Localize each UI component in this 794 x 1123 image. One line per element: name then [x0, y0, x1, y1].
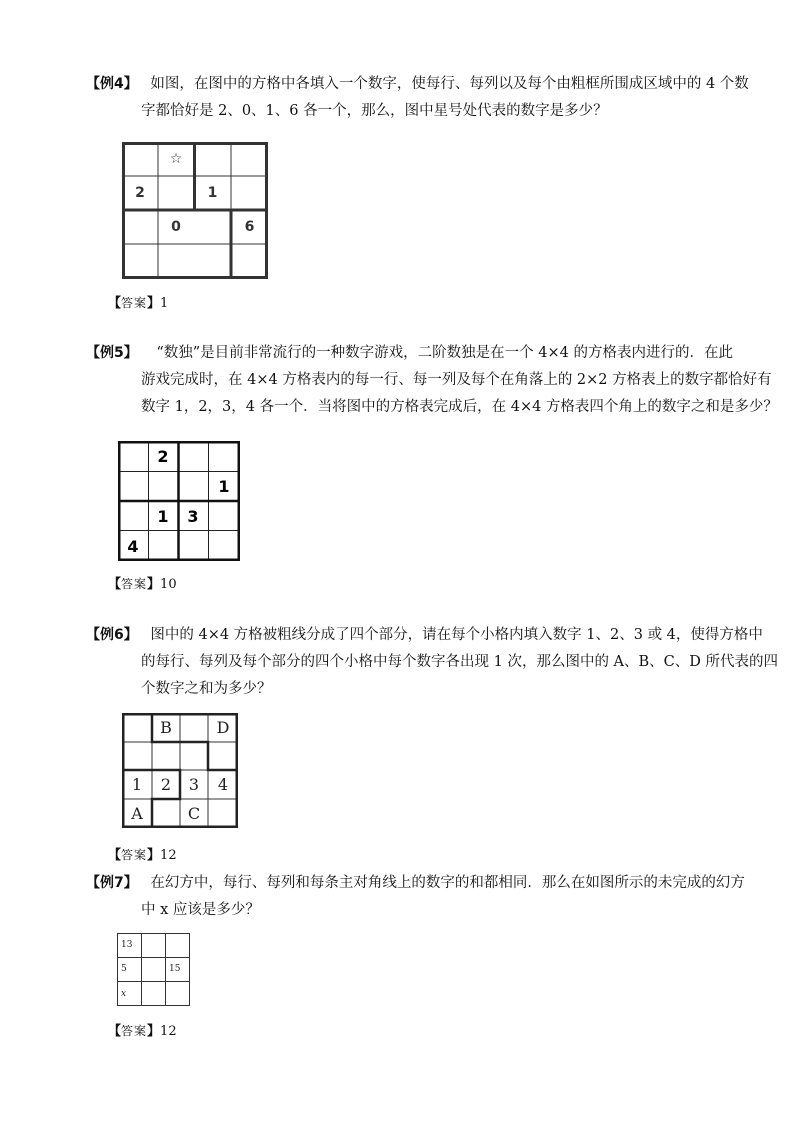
ex7-answer-value: 12 [160, 1024, 177, 1039]
ex6-cell-r2c1 [122, 742, 152, 770]
ex5-cell-r1c4 [208, 441, 240, 471]
ex5-answer-label: 答案 [121, 577, 148, 591]
ex4-answer-label: 答案 [121, 296, 148, 310]
ex5-line1 [86, 343, 733, 363]
ex4-cell-r2c4 [231, 176, 268, 210]
ex6-cell-r4c3: C [187, 804, 201, 823]
ex7-tag: 【例7】 [86, 875, 138, 891]
ex7-answer-label: 答案 [121, 1024, 148, 1038]
ex5-cell-r2c4: 1 [218, 476, 230, 496]
ex7-cell-r2c1: 5 [121, 964, 127, 974]
ex6-cell-r3c4: 4 [217, 775, 229, 794]
ex4-line1 [86, 74, 749, 94]
ex7-cell-r2c3: 15 [169, 964, 181, 974]
ex7-answer-open: 【 [108, 1024, 122, 1039]
ex7-answer-close: 】 [147, 1024, 161, 1039]
ex4-line2: 字都恰好是 2、0、1、6 各一个，那么，图中星号处代表的数字是多少？ [141, 103, 608, 119]
ex6-line3: 个数字之和为多少？ [141, 681, 272, 697]
ex5-cell-r4c3 [178, 531, 208, 561]
ex4-answer [108, 292, 168, 311]
ex5-cell-r3c3: 3 [187, 506, 199, 526]
ex7-answer [108, 1020, 177, 1039]
ex7-line2: 中 x 应该是多少？ [141, 902, 260, 918]
ex4-answer-value: 1 [160, 296, 169, 311]
ex5-text1: “数独”是目前非常流行的一种数字游戏，二阶数独是在一个 4×4 的方格表内进行的．在此 [156, 345, 734, 361]
ex7-line1 [86, 873, 745, 893]
ex4-answer-close: 】 [147, 296, 161, 311]
ex7-cell-r3c2 [141, 981, 165, 1006]
ex6-cell-r2c3 [180, 742, 208, 770]
ex4-cell-r4c4 [231, 244, 268, 279]
ex5-cell-r3c2: 1 [157, 506, 169, 526]
ex4-cell-r1c3 [194, 142, 231, 176]
ex6-answer [108, 844, 177, 863]
ex4-text1: 如图，在图中的方格中各填入一个数字，使每行、每列以及每个由粗框所围成区域中的 4 个数 [150, 76, 749, 92]
ex5-line2: 游戏完成时，在 4×4 方格表内的每一行、每一列及每个在角落上的 2×2 方格表上的数字都恰好有 [141, 372, 772, 388]
ex5-cell-r2c2 [148, 471, 178, 501]
ex4-grid-cells [122, 142, 268, 279]
ex4-tag: 【例4】 [86, 76, 138, 92]
ex5-answer [108, 573, 177, 592]
ex6-cell-r4c4 [208, 799, 238, 828]
ex6-text1: 图中的 4×4 方格被粗线分成了四个部分，请在每个小格内填入数字 1、2、3 或 4，使得方格中 [150, 627, 763, 643]
ex6-cell-r3c2: 2 [160, 775, 172, 794]
ex4-cell-r3c2: 0 [171, 219, 181, 235]
ex6-answer-value: 12 [160, 848, 177, 863]
ex4-answer-open: 【 [108, 296, 122, 311]
ex7-cell-r1c1: 13 [121, 940, 133, 950]
ex6-cell-r1c3 [180, 713, 208, 742]
ex4-cell-r2c3: 1 [207, 185, 218, 201]
ex4-cell-r2c2 [158, 176, 194, 210]
ex5-cell-r1c2: 2 [157, 446, 169, 466]
ex7-cell-r3c3 [165, 981, 190, 1006]
ex6-line2: 的每行、每列及每个部分的四个小格中每个数字各出现 1 次，那么图中的 A、B、C、D 所代表的四 [141, 654, 779, 670]
ex7-cell-r1c3 [165, 933, 190, 957]
ex5-cell-r3c1 [118, 501, 148, 531]
ex4-cell-r1c1 [122, 142, 158, 176]
ex6-cell-r1c2: B [160, 718, 172, 737]
ex4-cell-r3c1 [122, 210, 158, 244]
ex6-cell-r3c3: 3 [188, 775, 200, 794]
ex4-cell-r1c4 [231, 142, 268, 176]
ex5-line3: 数字 1，2，3，4 各一个．当将图中的方格表完成后，在 4×4 方格表四个角上的数字之和是多少？ [141, 399, 778, 415]
ex6-cell-r2c4 [208, 742, 238, 770]
ex4-cell-r3c3 [194, 210, 231, 244]
ex5-answer-open: 【 [108, 577, 122, 592]
ex4-cell-r4c2 [158, 244, 194, 279]
ex7-grid-cells [117, 933, 190, 1006]
ex4-cell-r4c1 [122, 244, 158, 279]
ex7-cell-r1c2 [141, 933, 165, 957]
ex5-cell-r4c1: 4 [127, 536, 139, 556]
ex6-cell-r4c1: A [131, 804, 143, 823]
ex6-cell-r1c4: D [216, 718, 230, 737]
ex6-cell-r4c2 [152, 799, 180, 828]
ex6-grid-cells [122, 713, 238, 828]
ex5-cell-r1c3 [178, 441, 208, 471]
ex7-cell-r3c1: x [121, 988, 127, 999]
ex4-cell-r1c2: ☆ [169, 151, 183, 167]
ex4-cell-r4c3 [194, 244, 231, 279]
ex4-cell-r2c1: 2 [135, 185, 145, 201]
ex5-cell-r1c1 [118, 441, 148, 471]
ex6-cell-r2c2 [152, 742, 180, 770]
ex5-cell-r4c2 [148, 531, 178, 561]
ex5-cell-r2c3 [178, 471, 208, 501]
ex6-answer-open: 【 [108, 848, 122, 863]
ex5-tag: 【例5】 [86, 345, 138, 361]
ex5-grid-cells [118, 441, 240, 561]
ex5-answer-close: 】 [147, 577, 161, 592]
ex5-cell-r3c4 [208, 501, 240, 531]
ex4-cell-r3c4: 6 [244, 219, 255, 235]
ex5-cell-r4c4 [208, 531, 240, 561]
ex7-text1: 在幻方中，每行、每列和每条主对角线上的数字的和都相同．那么在如图所示的未完成的幻方 [150, 875, 745, 891]
ex6-line1 [86, 625, 763, 645]
ex6-cell-r3c1: 1 [131, 775, 143, 794]
ex6-tag: 【例6】 [86, 627, 138, 643]
ex5-answer-value: 10 [160, 577, 177, 592]
ex6-cell-r1c1 [122, 713, 152, 742]
ex7-cell-r2c2 [141, 957, 165, 981]
ex5-cell-r2c1 [118, 471, 148, 501]
ex6-answer-close: 】 [147, 848, 161, 863]
ex6-answer-label: 答案 [121, 848, 148, 862]
